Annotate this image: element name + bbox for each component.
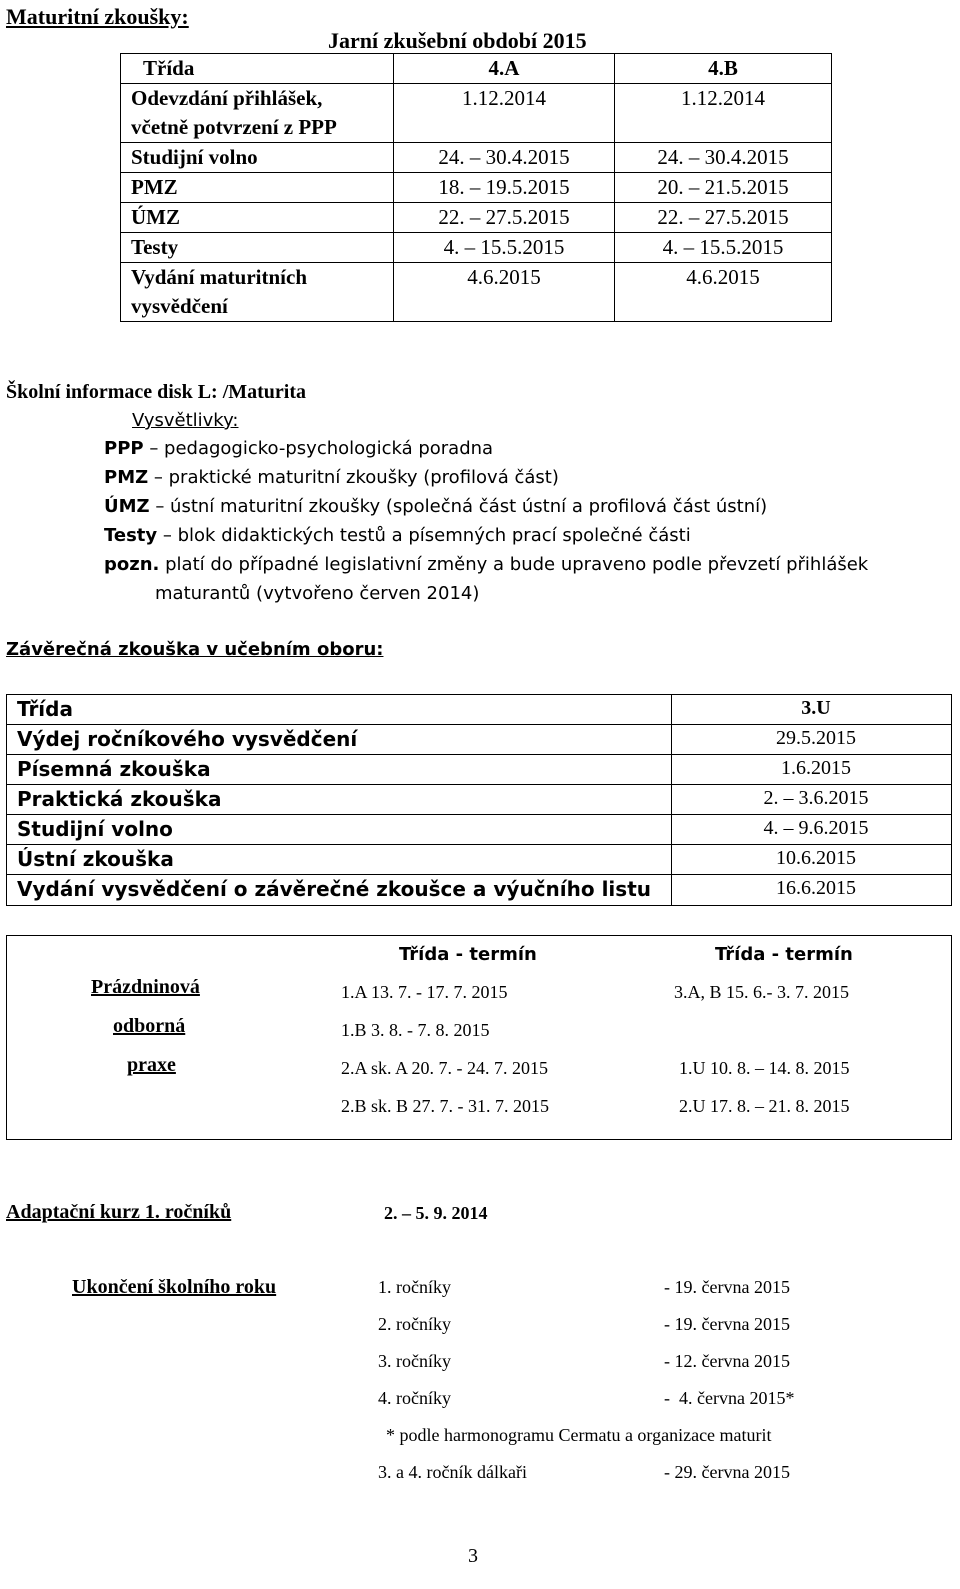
adaptacni-value: 2. – 5. 9. 2014 <box>384 1203 488 1223</box>
cell-value: 1.12.2014 <box>615 84 832 143</box>
praxe-entry: 2.B sk. B 27. 7. - 31. 7. 2015 <box>341 1096 550 1116</box>
legend-text: – praktické maturitní zkoušky (profilová část) <box>153 467 559 488</box>
legend-abbr: ÚMZ <box>104 496 150 517</box>
praxe-header-col1: Třída - termín <box>399 944 537 965</box>
legend-text: – pedagogicko-psychologická poradna <box>149 438 494 459</box>
row-label: ÚMZ <box>121 203 394 233</box>
ukonceni-when: - 12. června 2015 <box>664 1351 790 1371</box>
cell-value: 29.5.2015 <box>776 727 856 749</box>
cell-value: 16.6.2015 <box>776 877 856 899</box>
note-text: platí do případné legislativní změny a bude upraveno podle převzetí přihlášek <box>165 554 869 575</box>
legend-abbr: PMZ <box>104 467 149 488</box>
table-row <box>17 725 951 754</box>
ukonceni-label: Ukončení školního roku <box>72 1276 277 1298</box>
note <box>104 554 868 575</box>
note-continued: maturantů (vytvořeno červen 2014) <box>155 583 480 604</box>
legend-item-ppp <box>104 438 493 459</box>
praxe-title-line2: odborná <box>113 1015 186 1037</box>
legend-item-umz <box>104 496 767 517</box>
table-row <box>17 815 951 844</box>
row-label: Vydání maturitních vysvědčení <box>121 263 394 322</box>
row-label: Vydání vysvědčení o závěrečné zkoušce a výučního listu <box>17 877 651 901</box>
cell-value: 3.U <box>801 697 831 719</box>
table-row <box>17 875 951 904</box>
row-label: Třída <box>17 697 73 721</box>
table-row <box>17 785 951 814</box>
cell-value: 4.6.2015 <box>615 263 832 322</box>
section-title-zaverecna: Závěrečná zkouška v učebním oboru: <box>6 639 384 660</box>
ukonceni-who: 1. ročníky <box>378 1277 451 1297</box>
cell-value: 2. – 3.6.2015 <box>763 787 869 809</box>
column-header-4b: 4.B <box>615 54 832 84</box>
column-header-4a: 4.A <box>394 54 615 84</box>
cell-value: 1.12.2014 <box>394 84 615 143</box>
row-label: Odevzdání přihlášek, včetně potvrzení z PPP <box>121 84 394 143</box>
cell-value: 22. – 27.5.2015 <box>394 203 615 233</box>
row-label: Studijní volno <box>121 143 394 173</box>
praxe-entry: 3.A, B 15. 6.- 3. 7. 2015 <box>674 982 849 1002</box>
ukonceni-who: 2. ročníky <box>378 1314 451 1334</box>
table-row <box>17 845 951 874</box>
ukonceni-who: 3. ročníky <box>378 1351 451 1371</box>
ukonceni-who: 4. ročníky <box>378 1388 451 1408</box>
praxe-title-line1: Prázdninová <box>91 976 200 998</box>
cell-value: 4. – 15.5.2015 <box>394 233 615 263</box>
row-label: Testy <box>121 233 394 263</box>
table-row <box>121 84 832 143</box>
table-row <box>121 263 832 322</box>
note-label: pozn. <box>104 554 160 575</box>
praxe-table <box>6 935 952 1140</box>
ukonceni-when: - 29. června 2015 <box>664 1462 790 1482</box>
legend-item-pmz <box>104 467 559 488</box>
ukonceni-when: - 19. června 2015 <box>664 1277 790 1297</box>
column-header-trida: Třída <box>121 54 394 84</box>
legend-text: – ústní maturitní zkoušky (společná část ústní a profilová část ústní) <box>155 496 768 517</box>
cell-value: 24. – 30.4.2015 <box>615 143 832 173</box>
cell-value: 4.6.2015 <box>394 263 615 322</box>
legend-text: – blok didaktických testů a písemných prací společné části <box>162 525 691 546</box>
praxe-header-col2: Třída - termín <box>715 944 853 965</box>
praxe-entry: 1.B 3. 8. - 7. 8. 2015 <box>341 1020 490 1040</box>
cell-value: 4. – 9.6.2015 <box>763 817 869 839</box>
table-row <box>121 203 832 233</box>
row-label: PMZ <box>121 173 394 203</box>
table-row <box>121 233 832 263</box>
legend-abbr: Testy <box>104 525 158 546</box>
table-header-row <box>121 54 832 84</box>
cell-value: 10.6.2015 <box>776 847 856 869</box>
cell-value: 22. – 27.5.2015 <box>615 203 832 233</box>
legend-abbr: PPP <box>104 438 144 459</box>
praxe-entry: 2.U 17. 8. – 21. 8. 2015 <box>679 1096 850 1116</box>
row-label: Ústní zkouška <box>17 847 174 871</box>
ukonceni-when: - 19. června 2015 <box>664 1314 790 1334</box>
praxe-entry: 1.A 13. 7. - 17. 7. 2015 <box>341 982 508 1002</box>
disk-info: Školní informace disk L: /Maturita <box>6 381 307 403</box>
maturita-table <box>120 53 832 322</box>
row-label: Studijní volno <box>17 817 173 841</box>
row-label: Praktická zkouška <box>17 787 222 811</box>
cell-value: 18. – 19.5.2015 <box>394 173 615 203</box>
cell-value: 1.6.2015 <box>781 757 851 779</box>
table-row <box>17 695 951 724</box>
table-row <box>121 143 832 173</box>
legend-title: Vysvětlivky: <box>132 410 239 431</box>
ukonceni-when: - 4. června 2015* <box>664 1388 795 1408</box>
ukonceni-footnote: * podle harmonogramu Cermatu a organizace maturit <box>386 1425 772 1445</box>
adaptacni-label: Adaptační kurz 1. ročníků <box>6 1201 232 1223</box>
table-row <box>121 173 832 203</box>
zaverecna-table <box>6 694 952 906</box>
praxe-entry: 2.A sk. A 20. 7. - 24. 7. 2015 <box>341 1058 549 1078</box>
page-number: 3 <box>468 1545 478 1567</box>
table-row <box>17 755 951 784</box>
cell-value: 4. – 15.5.2015 <box>615 233 832 263</box>
row-label: Výdej ročníkového vysvědčení <box>17 727 358 751</box>
ukonceni-who: 3. a 4. ročník dálkaři <box>378 1462 527 1482</box>
cell-value: 24. – 30.4.2015 <box>394 143 615 173</box>
exam-period: Jarní zkušební období 2015 <box>328 28 587 53</box>
page-title: Maturitní zkoušky: <box>6 4 189 29</box>
cell-value: 20. – 21.5.2015 <box>615 173 832 203</box>
praxe-title-line3: praxe <box>127 1054 176 1076</box>
row-label: Písemná zkouška <box>17 757 211 781</box>
legend-item-testy <box>104 525 691 546</box>
praxe-entry: 1.U 10. 8. – 14. 8. 2015 <box>679 1058 850 1078</box>
